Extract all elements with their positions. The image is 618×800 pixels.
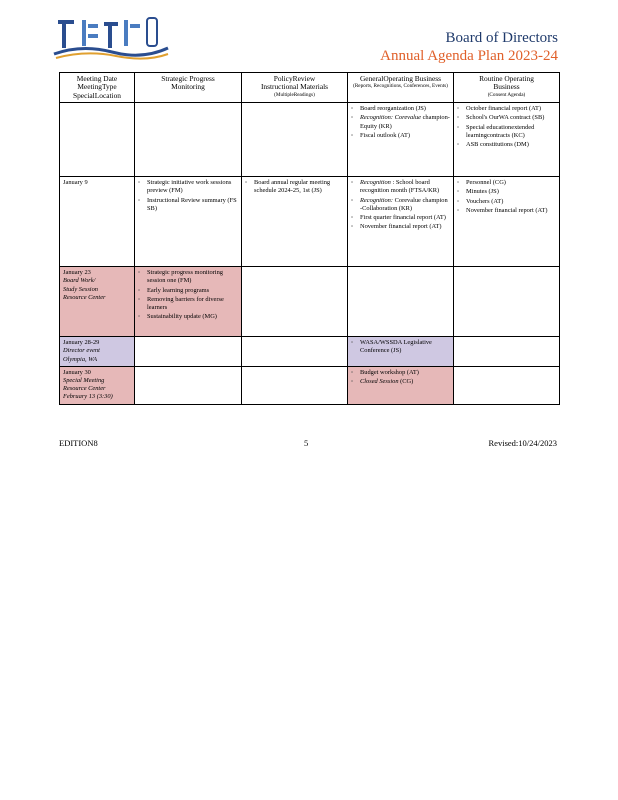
col-header-line: Monitoring <box>171 82 205 92</box>
meeting-date-line: January 23 <box>63 269 91 277</box>
meeting-date-line: February 13 (3:30) <box>63 393 113 401</box>
agenda-item-text: ASB constitutions (DM) <box>466 141 529 149</box>
cell-general <box>348 177 454 267</box>
col-header-line: Meeting Date <box>76 74 118 83</box>
agenda-item-list <box>457 179 556 215</box>
col-header-line: SpecialLocation <box>72 90 122 100</box>
agenda-item-label: Recognition: <box>360 196 395 204</box>
agenda-item <box>351 339 450 355</box>
header-row <box>60 73 560 103</box>
cell-general <box>348 337 454 367</box>
agenda-item-text: First quarter financial report (AT) <box>360 214 446 222</box>
agenda-item <box>351 369 450 377</box>
agenda-item-list <box>351 339 450 355</box>
agenda-item-text: Budget workshop (AT) <box>360 368 419 376</box>
agenda-item-text: November financial report (AT) <box>466 206 548 214</box>
cell-strategic <box>135 177 242 267</box>
cell-strategic <box>135 267 242 337</box>
agenda-item-text: Fiscal outlook (AT) <box>360 131 411 139</box>
col-header-line: Instructional Materials <box>260 82 329 92</box>
agenda-item <box>351 197 450 213</box>
cell-policy <box>242 177 348 267</box>
agenda-item-text: Board reorganization (JS) <box>360 105 426 113</box>
agenda-item <box>351 179 450 195</box>
agenda-item-text: : School board recognition month (FTSA/KR) <box>360 179 440 195</box>
meeting-date-line: Study Session <box>63 285 98 293</box>
agenda-item <box>457 105 556 113</box>
agenda-item <box>457 198 556 206</box>
agenda-item-label: Recognition <box>360 179 393 187</box>
col-header-note: (MultipleReadings) <box>274 91 315 98</box>
agenda-item <box>138 313 238 321</box>
agenda-item <box>138 287 238 295</box>
footer-edition: EDITION8 <box>59 438 98 448</box>
table-row <box>60 366 560 404</box>
agenda-item-text: Corevalue champion -Collaboration (KR) <box>360 196 448 212</box>
cell-general <box>348 267 454 337</box>
agenda-item-text: October financial report (AT) <box>466 105 542 113</box>
col-header-line: Strategic Progress <box>161 74 215 83</box>
agenda-item-text: (CG) <box>400 378 414 386</box>
agenda-item <box>351 132 450 140</box>
col-header-line: MeetingType <box>77 82 117 92</box>
cell-policy <box>242 267 348 337</box>
agenda-item <box>351 214 450 222</box>
cell-date <box>60 103 135 177</box>
meeting-date-line: Director event <box>63 347 100 355</box>
agenda-item <box>457 207 556 215</box>
cell-date <box>60 366 135 404</box>
agenda-item <box>138 296 238 312</box>
agenda-item-text: Sustainability update (MG) <box>147 313 217 321</box>
col-header-note: (Reports, Recognitions, Conferences, Events) <box>353 83 448 90</box>
col-header-line: GeneralOperating Business <box>359 74 442 83</box>
agenda-item-label: Recognition: Corevalue <box>360 114 423 122</box>
agenda-item-text: School's OurWA contract (SB) <box>466 114 545 122</box>
table-row <box>60 337 560 367</box>
col-header-policy <box>242 73 348 103</box>
agenda-item <box>351 223 450 231</box>
cell-strategic <box>135 366 242 404</box>
cell-routine <box>454 337 560 367</box>
meeting-date-line: Olympia, WA <box>63 355 97 363</box>
cell-date <box>60 337 135 367</box>
agenda-item-text: Minutes (JS) <box>466 188 499 196</box>
cell-date <box>60 267 135 337</box>
agenda-body <box>60 103 560 405</box>
meeting-date-line: Special Meeting <box>63 377 105 385</box>
col-header-note: (Consent Agenda) <box>487 91 526 98</box>
col-header-line: Business <box>493 82 520 92</box>
table-row <box>60 177 560 267</box>
cell-general <box>348 103 454 177</box>
document-subtitle: Annual Agenda Plan 2023-24 <box>380 48 558 64</box>
cell-strategic <box>135 337 242 367</box>
col-header-line: Routine Operating <box>479 74 534 83</box>
agenda-item-text: champion- Equity (KR) <box>360 114 450 130</box>
col-header-routine <box>454 73 560 103</box>
agenda-item-list <box>138 269 238 321</box>
agenda-item-text: Instructional Review summary (FS SB) <box>147 196 237 212</box>
cell-routine <box>454 177 560 267</box>
table-row <box>60 103 560 177</box>
cell-strategic <box>135 103 242 177</box>
cell-policy <box>242 103 348 177</box>
agenda-item-text: Early learning programs <box>147 286 210 294</box>
document-title: Board of Directors <box>445 30 558 46</box>
footer-revised-date: Revised:10/24/2023 <box>488 438 557 448</box>
cell-routine <box>454 103 560 177</box>
agenda-item-text: Special educationextended learningcontracts (KC) <box>466 123 535 139</box>
agenda-item <box>351 105 450 113</box>
table-row <box>60 267 560 337</box>
agenda-item-text: WASA/WSSDA Legislative Conference (JS) <box>360 339 432 355</box>
agenda-item-text: Removing barriers for diverse learners <box>147 295 224 312</box>
agenda-item-label: Closed Session <box>360 378 401 386</box>
cell-routine <box>454 267 560 337</box>
agenda-item <box>138 197 238 213</box>
meeting-date-line: January 28-29 <box>63 339 100 347</box>
agenda-item-list <box>138 179 238 213</box>
agenda-item <box>457 188 556 196</box>
agenda-item <box>457 141 556 149</box>
agenda-item-list <box>457 105 556 149</box>
agenda-item <box>245 179 344 195</box>
meeting-date-line: January 30 <box>63 368 91 376</box>
agenda-item <box>138 179 238 195</box>
agenda-item-text: Vouchers (AT) <box>466 197 504 205</box>
agenda-table <box>59 72 560 405</box>
agenda-item-text: Strategic initiative work sessions preview (FM) <box>147 179 232 195</box>
cell-policy <box>242 337 348 367</box>
agenda-item <box>457 179 556 187</box>
agenda-item-text: Board annual regular meeting schedule 2024-25, 1st (JS) <box>254 179 331 195</box>
col-header-strategic <box>135 73 242 103</box>
agenda-item-list <box>351 105 450 140</box>
col-header-line: PolicyReview <box>273 74 316 83</box>
col-header-general <box>348 73 454 103</box>
cell-date <box>60 177 135 267</box>
cell-general <box>348 366 454 404</box>
cell-routine <box>454 366 560 404</box>
agenda-item-list <box>351 179 450 231</box>
cell-policy <box>242 366 348 404</box>
meeting-date-line: Resource Center <box>63 293 106 301</box>
district-logo <box>52 14 170 62</box>
agenda-item-text: Personnel (CG) <box>466 179 506 187</box>
agenda-item-text: Strategic progress monitoring session one (FM) <box>147 269 223 285</box>
meeting-date-line: January 9 <box>63 179 88 187</box>
meeting-date-line: Board Work/ <box>63 277 96 285</box>
col-header-meeting-date <box>60 73 135 103</box>
agenda-item-text: November financial report (AT) <box>360 223 442 231</box>
agenda-item-list <box>245 179 344 195</box>
meeting-date-line: Resource Center <box>63 385 106 393</box>
agenda-item-list <box>351 369 450 386</box>
footer-page-number: 5 <box>304 438 309 448</box>
agenda-item <box>351 378 450 386</box>
agenda-item <box>457 124 556 140</box>
agenda-item <box>351 114 450 130</box>
agenda-item <box>457 114 556 122</box>
agenda-item <box>138 269 238 285</box>
